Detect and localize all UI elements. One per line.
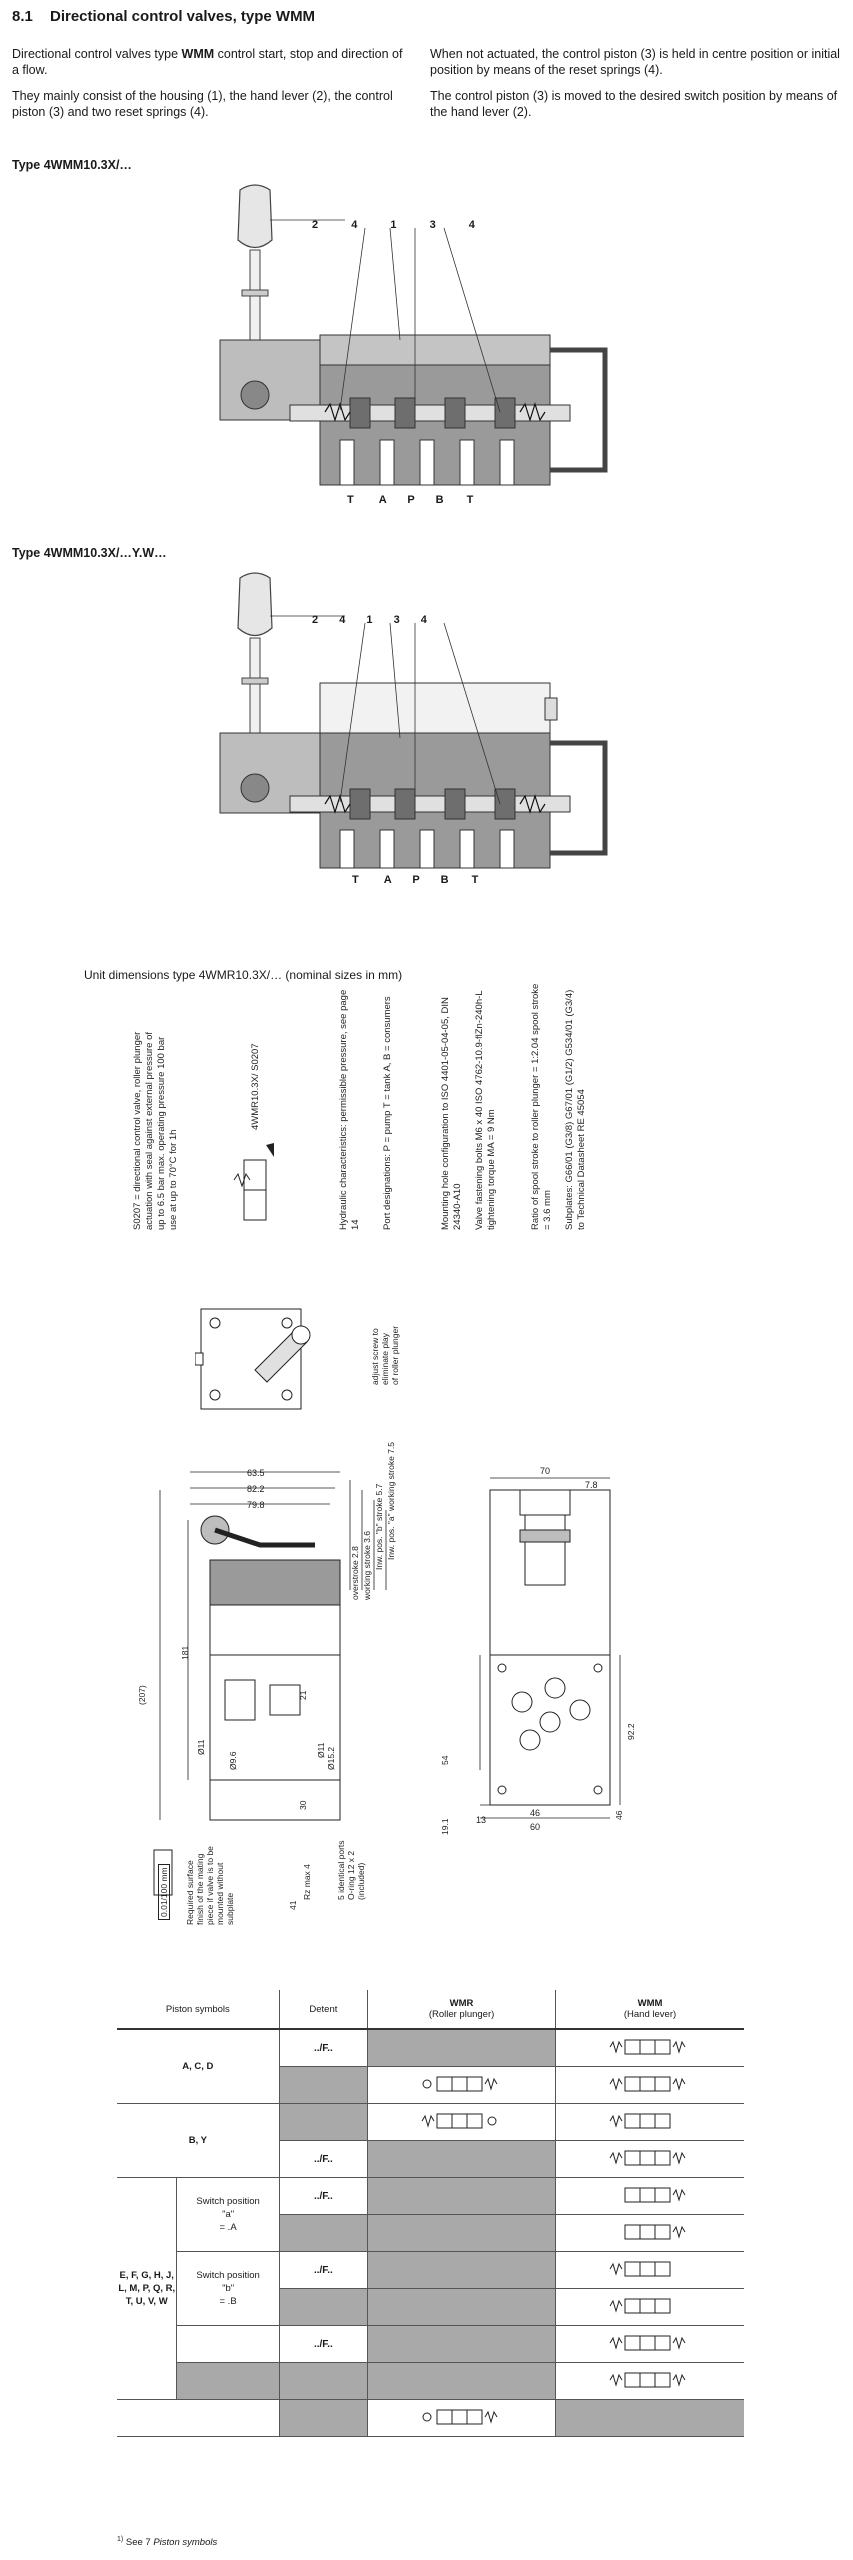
valve-symbol-icon xyxy=(605,2329,695,2357)
note-subplates: Subplates: G66/01 (G3/8) G67/01 (G1/2) G534/01 (G3/4) to Technical Datasheet RE 45054 xyxy=(564,989,587,1230)
empty-cell xyxy=(117,2400,279,2437)
switch-b-line: Switch position xyxy=(196,2270,260,2281)
base-plate xyxy=(210,1780,340,1820)
symbol-cell xyxy=(556,2363,744,2400)
empty-cell xyxy=(368,2141,556,2178)
symbol-cell xyxy=(556,2252,744,2289)
valve-drawing-1 xyxy=(200,180,620,520)
symbol-cell xyxy=(556,2178,744,2215)
empty-cell xyxy=(368,2029,556,2067)
symbol-cell xyxy=(556,2029,744,2067)
dim-top-3: 79.8 xyxy=(247,1500,265,1510)
section-heading: Directional control valves, type WMM xyxy=(50,8,316,25)
roller-bracket xyxy=(520,1490,570,1515)
symbol-cell xyxy=(556,2104,744,2141)
switch-b-line: "b" xyxy=(222,2283,235,2294)
table-row xyxy=(117,2400,744,2437)
empty-cell xyxy=(279,2067,367,2104)
dim-right-922: 92.2 xyxy=(626,1723,636,1740)
empty-cell xyxy=(368,2289,556,2326)
callout-label: 3 xyxy=(393,614,400,626)
port-label: T xyxy=(466,494,474,506)
stroke-label-2: working stroke 3.6 xyxy=(362,1531,372,1600)
dim-misc-d11: Ø11 xyxy=(196,1739,206,1755)
dim-right-46v: 46 xyxy=(614,1810,624,1820)
model-label: 4WMR10.3X/ S0207 xyxy=(250,1043,261,1130)
empty-cell xyxy=(368,2252,556,2289)
roller-icon xyxy=(520,1530,570,1542)
valve-symbol-icon xyxy=(605,2107,695,2135)
detent-cell: ../F.. xyxy=(279,2178,367,2215)
roller-icon xyxy=(292,1326,310,1344)
dim-misc-d11b: Ø11 xyxy=(316,1742,326,1758)
lever-collar xyxy=(242,678,268,684)
section-title xyxy=(12,8,315,25)
figure1-port-labels xyxy=(347,494,473,506)
port-label: T xyxy=(352,874,359,886)
port-label: A xyxy=(378,494,387,506)
header-wmm xyxy=(556,1990,744,2029)
note-hydraulic: Hydraulic characteristics: permissible pressure, see page 14 xyxy=(338,989,361,1230)
connector xyxy=(545,698,557,720)
footnote-number: 1) xyxy=(117,2536,124,2543)
empty-cell xyxy=(279,2289,367,2326)
valve-symbol-icon xyxy=(605,2144,695,2172)
dim-right-78: 7.8 xyxy=(585,1480,598,1490)
dim-top-2: 82.2 xyxy=(247,1484,265,1494)
figure1-callouts xyxy=(312,219,475,231)
valve-symbol-icon xyxy=(605,2255,695,2283)
lever-shaft xyxy=(250,250,260,350)
empty-cell xyxy=(368,2215,556,2252)
empty-cell xyxy=(368,2326,556,2363)
valve-symbol-icon xyxy=(417,2107,507,2135)
empty-cell xyxy=(279,2363,367,2400)
roller-stack xyxy=(525,1515,565,1585)
header-detent: Detent xyxy=(279,1990,367,2029)
dim-right-60: 60 xyxy=(530,1822,541,1832)
callout-label: 1 xyxy=(390,219,397,231)
dim-misc-d96: Ø9.6 xyxy=(228,1751,238,1770)
callout-label: 2 xyxy=(312,219,319,231)
symbol-cell xyxy=(368,2400,556,2437)
valve-symbol-icon xyxy=(605,2292,695,2320)
valve-symbol xyxy=(226,1140,286,1235)
top-dimension-lines xyxy=(190,1472,340,1504)
callout-label: 2 xyxy=(312,614,319,626)
table-row xyxy=(117,2104,744,2141)
empty-cell xyxy=(279,2400,367,2437)
spring-icon xyxy=(234,1174,250,1186)
group-label: B, Y xyxy=(117,2104,279,2178)
figure1-heading: Type 4WMM10.3X/… xyxy=(12,158,132,172)
symbol-cell xyxy=(556,2326,744,2363)
note-bolts: Valve fastening bolts M6 x 40 ISO 4762-10.9-flZn-240h-L tightening torque MA = 9 Nm xyxy=(474,990,497,1230)
table-row xyxy=(117,2178,744,2215)
piston-symbols-table xyxy=(117,1990,744,2437)
intro-text: control start, stop and direction of a flow. xyxy=(12,47,403,77)
roller-valve-side-view xyxy=(460,1470,640,1880)
roller-housing xyxy=(210,1560,340,1605)
table-row xyxy=(117,2326,744,2363)
switch-a-line: = .A xyxy=(219,2222,237,2233)
dim-side-191: 19.1 xyxy=(440,1818,450,1835)
empty-cell xyxy=(368,2178,556,2215)
empty-cell xyxy=(177,2363,279,2400)
symbol-cell xyxy=(368,2067,556,2104)
dim-side-54: 54 xyxy=(440,1755,450,1765)
lever-pivot xyxy=(241,381,269,409)
header-piston-symbols: Piston symbols xyxy=(117,1990,279,2029)
port-label: P xyxy=(412,874,420,886)
callout-label: 4 xyxy=(420,614,427,626)
s0207-note: S0207 = directional control valve, roller plunger actuation with seal against external pressure of up to 6.5 bar max. operating pressure 100 bar use at up to 70°C for 1h xyxy=(132,1031,179,1230)
symbol-cell xyxy=(556,2289,744,2326)
header-wmr-title: WMR xyxy=(449,1998,474,2009)
ports-label: 5 identical ports O-ring 12 x 2 (included) xyxy=(336,1840,366,1900)
switch-a-line: Switch position xyxy=(196,2196,260,2207)
empty-cell xyxy=(279,2215,367,2252)
section-number: 8.1 xyxy=(12,8,33,25)
note-ports: Port designations: P = pump T = tank A, B = consumers xyxy=(382,996,393,1230)
callout-label: 3 xyxy=(429,219,436,231)
flatness-label: 0.01/100 mm xyxy=(158,1864,170,1920)
switch-b-label xyxy=(177,2252,279,2326)
dim-side-181: 181 xyxy=(180,1645,190,1660)
symbol-cell xyxy=(556,2141,744,2178)
valve-symbol-icon xyxy=(605,2033,695,2061)
dim-right-70: 70 xyxy=(540,1466,551,1476)
intro-left-paragraph-2: They mainly consist of the housing (1), the hand lever (2), the control piston (3) and two reset springs (4). xyxy=(12,89,393,119)
dim-right-13: 13 xyxy=(476,1815,487,1825)
figure2-heading: Type 4WMM10.3X/…Y.W… xyxy=(12,546,167,560)
detent-cell: ../F.. xyxy=(279,2252,367,2289)
dim-misc-41: 41 xyxy=(288,1900,298,1910)
detent-cell: ../F.. xyxy=(279,2029,367,2067)
empty-cell xyxy=(177,2326,279,2363)
dim-right-46h: 46 xyxy=(530,1808,541,1818)
switch-a-label xyxy=(177,2178,279,2252)
note-ratio: Ratio of spool stroke to roller plunger = 1:2.04 spool stroke = 3.6 mm xyxy=(530,983,553,1230)
callout-label: 1 xyxy=(366,614,373,626)
table-row xyxy=(117,2029,744,2067)
intro-right-paragraph-1: When not actuated, the control piston (3) is held in centre position or initial position by means of the reset springs (4). xyxy=(430,47,840,77)
symbol-cell xyxy=(556,2067,744,2104)
dim-top-1: 63.5 xyxy=(247,1468,265,1478)
intro-left-paragraph-1 xyxy=(12,46,412,78)
symbol-cell xyxy=(556,2215,744,2252)
valve-symbol-icon xyxy=(605,2181,695,2209)
detent-cell: ../F.. xyxy=(279,2326,367,2363)
port-label: T xyxy=(471,874,479,886)
dim-misc-d152: Ø15.2 xyxy=(326,1746,336,1770)
intro-bold-text: WMM xyxy=(181,47,215,61)
lever-knob xyxy=(238,185,272,248)
header-wmm-title: WMM xyxy=(637,1998,663,2009)
lever-shaft xyxy=(250,638,260,738)
stroke-label-1: overstroke 2.8 xyxy=(350,1546,360,1600)
port-label: B xyxy=(440,874,449,886)
empty-cell xyxy=(556,2400,744,2437)
empty-cell xyxy=(279,2104,367,2141)
symbol-cell xyxy=(368,2104,556,2141)
intro-text: Directional control valves type xyxy=(12,47,182,61)
upper-block xyxy=(210,1605,340,1655)
table-row xyxy=(117,2252,744,2289)
group-label: E, F, G, H, J, L, M, P, Q, R, T, U, V, W xyxy=(117,2178,177,2400)
group-label: A, C, D xyxy=(117,2029,279,2104)
valve-symbol-icon xyxy=(417,2070,507,2098)
switch-b-line: = .B xyxy=(219,2296,237,2307)
roller-arrow-icon xyxy=(266,1143,274,1157)
stroke-label-3: Inw. pos. "b" stroke 5.7 xyxy=(374,1483,384,1570)
valve-symbol-icon xyxy=(605,2366,695,2394)
header-wmr xyxy=(368,1990,556,2029)
adjust-note: adjust screw to eliminate play of roller plunger xyxy=(370,1325,400,1385)
figure2-port-labels xyxy=(352,874,478,886)
footnote-link-text: Piston symbols xyxy=(153,2537,218,2549)
port-label: A xyxy=(383,874,392,886)
valve-symbol-icon xyxy=(605,2070,695,2098)
dimensions-title: Unit dimensions type 4WMR10.3X/… (nominal sizes in mm) xyxy=(84,968,403,982)
figure2-callouts xyxy=(312,614,427,626)
side-tab xyxy=(195,1353,203,1365)
footnote xyxy=(117,2536,217,2548)
header-wmm-sub: (Hand lever) xyxy=(623,2009,677,2020)
port-label: B xyxy=(435,494,444,506)
note-mounting: Mounting hole configuration to ISO 4401-05-04-05, DIN 24340-A10 xyxy=(440,997,463,1230)
roller-valve-top-view xyxy=(195,1305,395,1415)
header-wmr-sub: (Roller plunger) xyxy=(428,2009,495,2020)
switch-a-line: "a" xyxy=(222,2209,235,2220)
roller-lever xyxy=(215,1530,315,1545)
lever-pivot xyxy=(241,774,269,802)
intro-right-paragraph-2: The control piston (3) is moved to the desired switch position by means of the hand lever (2). xyxy=(430,89,838,119)
valve-top-plate xyxy=(320,335,550,365)
dim-misc-21: 21 xyxy=(298,1690,308,1700)
detent-cell: ../F.. xyxy=(279,2141,367,2178)
lever-knob xyxy=(238,573,272,636)
stroke-label-4: Inw. pos. "a" working stroke 7.5 xyxy=(386,1441,396,1560)
surface-note: Required surface finish of the mating piece if valve is to be mounted without subplate xyxy=(185,1846,235,1925)
callout-label: 4 xyxy=(468,219,475,231)
port-label: P xyxy=(407,494,415,506)
callout-label: 4 xyxy=(339,614,346,626)
switch-housing xyxy=(320,683,550,733)
port-label: T xyxy=(347,494,354,506)
table-row xyxy=(117,2363,744,2400)
rz-label: Rz max 4 xyxy=(302,1864,312,1900)
callout-label: 4 xyxy=(351,219,358,231)
footnote-text: See 7 xyxy=(125,2537,154,2549)
table-header-row xyxy=(117,1990,744,2029)
dim-misc-30: 30 xyxy=(298,1800,308,1810)
valve-symbol-icon xyxy=(605,2218,695,2246)
empty-cell xyxy=(368,2363,556,2400)
valve-symbol-icon xyxy=(417,2403,507,2431)
dim-side-207: (207) xyxy=(137,1685,147,1705)
lever-collar xyxy=(242,290,268,296)
